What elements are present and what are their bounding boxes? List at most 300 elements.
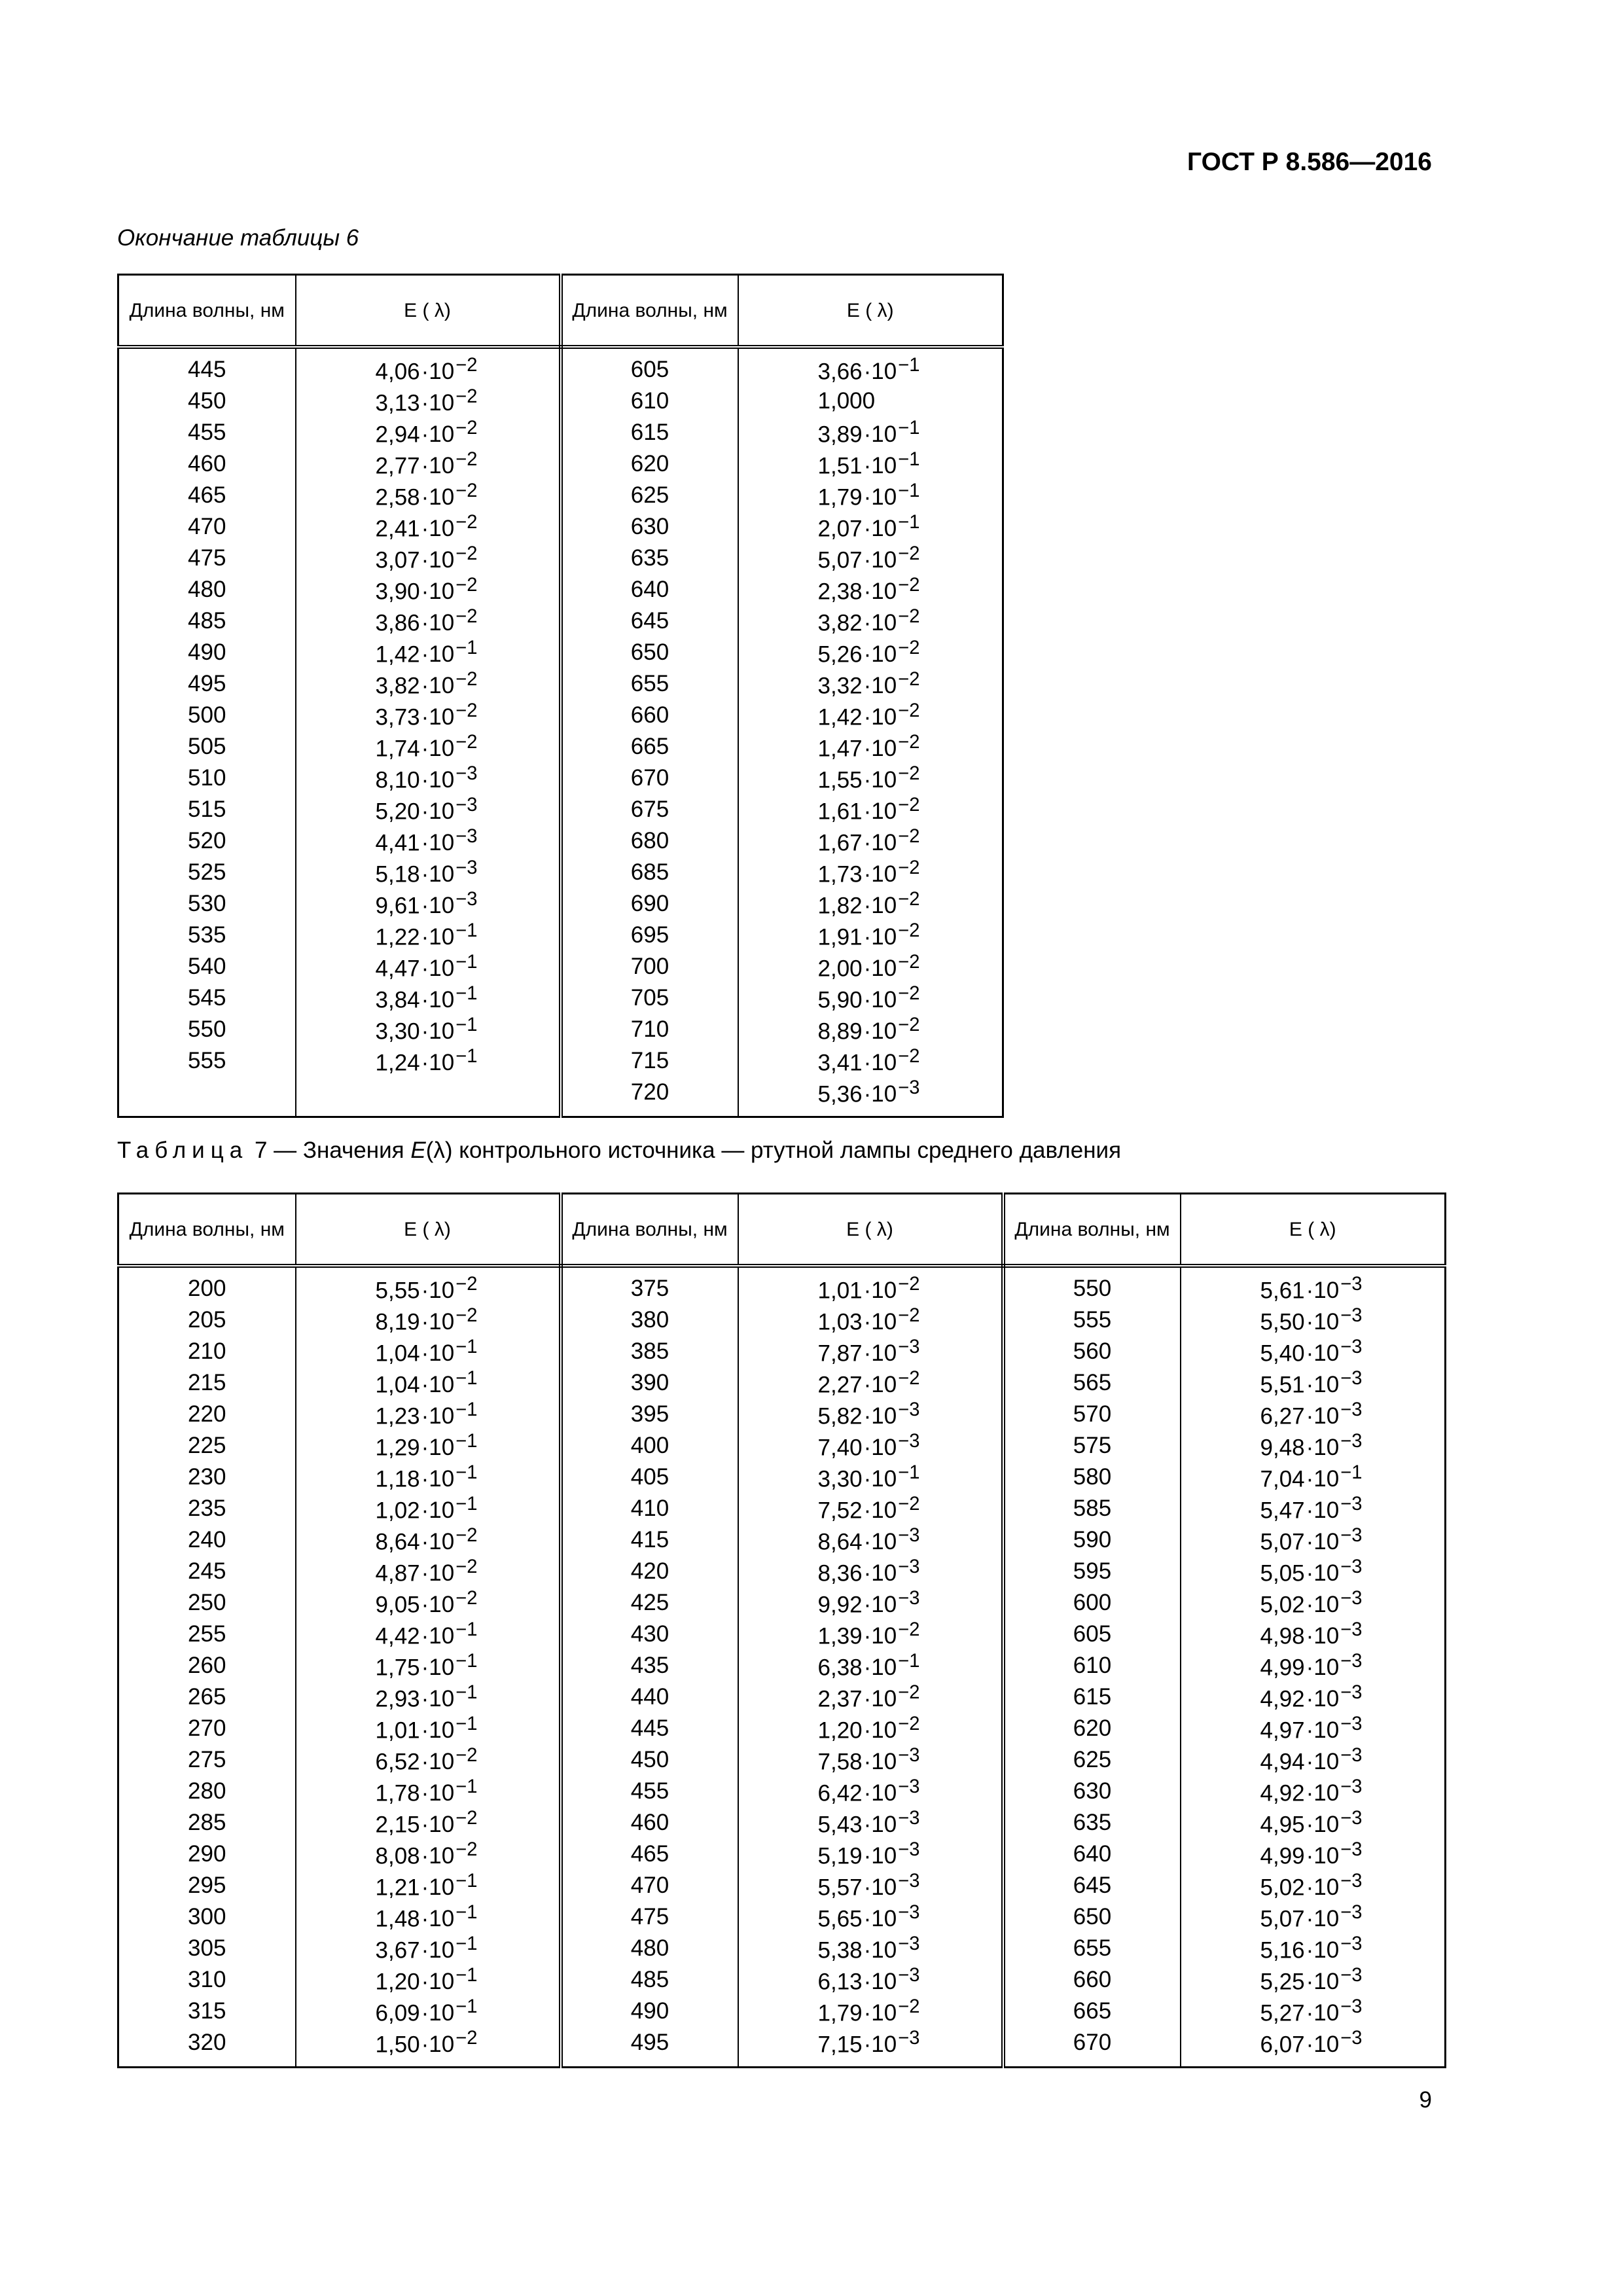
- mantissa: 1,67: [817, 830, 863, 856]
- mantissa: 8,64: [817, 1529, 863, 1555]
- e-lambda-cell: [296, 1619, 561, 1650]
- multiplier-10: ·10: [863, 2032, 897, 2058]
- wavelength-cell: 500: [118, 700, 296, 731]
- exponent: −1: [455, 1336, 478, 1357]
- multiplier-10: ·10: [421, 767, 455, 793]
- wavelength-cell: 295: [118, 1870, 296, 1901]
- exponent: −3: [455, 857, 478, 878]
- table-row: [118, 1619, 1446, 1650]
- mantissa: 3,66: [817, 359, 863, 385]
- mantissa: 4,95: [1260, 1812, 1305, 1838]
- table-row: [118, 1399, 1446, 1430]
- e-lambda-cell: [296, 1744, 561, 1776]
- mantissa: 2,58: [375, 484, 420, 511]
- wavelength-cell: 305: [118, 1933, 296, 1964]
- column-header-wavelength: Длина волны, нм: [1003, 1194, 1181, 1266]
- multiplier-10: ·10: [863, 484, 897, 511]
- multiplier-10: ·10: [421, 1309, 455, 1335]
- exponent: −3: [1340, 1807, 1363, 1829]
- multiplier-10: ·10: [863, 1812, 897, 1838]
- exponent: −2: [898, 1273, 920, 1295]
- wavelength-cell: 450: [561, 1744, 738, 1776]
- exponent: −2: [898, 857, 920, 878]
- wavelength-cell: 320: [118, 2027, 296, 2068]
- table-row: [118, 920, 1003, 951]
- exponent: −1: [455, 951, 478, 973]
- table-row: [118, 1077, 1003, 1117]
- exponent: −3: [898, 1077, 920, 1098]
- wavelength-cell: 225: [118, 1430, 296, 1462]
- e-lambda-cell: [296, 1014, 561, 1045]
- wavelength-cell: 655: [561, 668, 738, 700]
- exponent: −3: [455, 794, 478, 816]
- mantissa: 3,84: [375, 987, 420, 1013]
- wavelength-cell: 255: [118, 1619, 296, 1650]
- exponent: −2: [455, 480, 478, 501]
- wavelength-cell: 445: [118, 347, 296, 386]
- e-lambda-cell: [1181, 1493, 1446, 1524]
- mantissa: 3,86: [375, 610, 420, 636]
- wavelength-cell: 520: [118, 825, 296, 857]
- exponent: −1: [455, 1014, 478, 1035]
- multiplier-10: ·10: [863, 1435, 897, 1461]
- multiplier-10: ·10: [421, 390, 455, 416]
- e-lambda-cell: [1181, 1587, 1446, 1619]
- multiplier-10: ·10: [421, 673, 455, 699]
- table7-caption-mid: — Значения: [274, 1138, 404, 1163]
- multiplier-10: ·10: [863, 516, 897, 542]
- table-row: [118, 1430, 1446, 1462]
- multiplier-10: ·10: [863, 1592, 897, 1618]
- e-lambda-cell: [738, 1619, 1003, 1650]
- table-row: [118, 605, 1003, 637]
- e-lambda-cell: [738, 1996, 1003, 2027]
- page-number: 9: [1419, 2087, 1432, 2113]
- e-lambda-cell: [738, 1681, 1003, 1713]
- exponent: −3: [1340, 1964, 1363, 1986]
- e-lambda-cell: [296, 1077, 561, 1117]
- exponent: −2: [898, 825, 920, 847]
- exponent: −2: [455, 386, 478, 407]
- e-lambda-cell: [738, 1399, 1003, 1430]
- wavelength-cell: 205: [118, 1304, 296, 1336]
- document-code: ГОСТ Р 8.586—2016: [1187, 148, 1432, 176]
- exponent: −3: [898, 1964, 920, 1986]
- multiplier-10: ·10: [421, 1623, 455, 1649]
- mantissa: 8,36: [817, 1560, 863, 1587]
- exponent: −2: [455, 448, 478, 470]
- wavelength-cell: 380: [561, 1304, 738, 1336]
- mantissa: 5,65: [817, 1906, 863, 1932]
- wavelength-cell: 280: [118, 1776, 296, 1807]
- multiplier-10: ·10: [863, 830, 897, 856]
- wavelength-cell: 265: [118, 1681, 296, 1713]
- mantissa: 1,02: [375, 1498, 420, 1524]
- exponent: −2: [898, 1713, 920, 1734]
- exponent: −1: [455, 1367, 478, 1389]
- wavelength-cell: 625: [561, 480, 738, 511]
- mantissa: 1,73: [817, 861, 863, 888]
- table-row: [118, 888, 1003, 920]
- exponent: −1: [455, 1045, 478, 1067]
- multiplier-10: ·10: [863, 1560, 897, 1587]
- wavelength-cell: 430: [561, 1619, 738, 1650]
- e-lambda-cell: [296, 1493, 561, 1524]
- wavelength-cell: 460: [118, 448, 296, 480]
- mantissa: 5,05: [1260, 1560, 1305, 1587]
- multiplier-10: ·10: [421, 736, 455, 762]
- e-lambda-cell: [738, 762, 1003, 794]
- wavelength-cell: 490: [561, 1996, 738, 2027]
- mantissa: 1,23: [375, 1403, 420, 1429]
- e-lambda-cell: [296, 605, 561, 637]
- e-lambda-cell: [738, 417, 1003, 448]
- mantissa: 1,04: [375, 1340, 420, 1367]
- multiplier-10: ·10: [863, 861, 897, 888]
- exponent: −3: [1340, 1524, 1363, 1546]
- multiplier-10: ·10: [863, 1906, 897, 1932]
- multiplier-10: ·10: [1306, 1309, 1340, 1335]
- wavelength-cell: 640: [1003, 1839, 1181, 1870]
- exponent: −2: [898, 574, 920, 596]
- wavelength-cell: 390: [561, 1367, 738, 1399]
- multiplier-10: ·10: [863, 924, 897, 950]
- table-row: [118, 825, 1003, 857]
- e-lambda-cell: [1181, 1996, 1446, 2027]
- wavelength-cell: 455: [118, 417, 296, 448]
- wavelength-cell: 665: [1003, 1996, 1181, 2027]
- exponent: −1: [455, 1430, 478, 1452]
- multiplier-10: ·10: [421, 1874, 455, 1901]
- mantissa: 6,42: [817, 1780, 863, 1806]
- exponent: −2: [455, 1556, 478, 1577]
- mantissa: 2,94: [375, 422, 420, 448]
- mantissa: 5,25: [1260, 1969, 1305, 1995]
- wavelength-cell: 465: [118, 480, 296, 511]
- table-row: [118, 1587, 1446, 1619]
- wavelength-cell: 410: [561, 1493, 738, 1524]
- mantissa: 5,51: [1260, 1372, 1305, 1398]
- e-lambda-cell: [296, 1430, 561, 1462]
- e-lambda-cell: [1181, 1964, 1446, 1996]
- multiplier-10: ·10: [1306, 1937, 1340, 1964]
- exponent: −3: [455, 762, 478, 784]
- mantissa: 2,41: [375, 516, 420, 542]
- e-lambda-cell: [738, 1901, 1003, 1933]
- wavelength-cell: 450: [118, 386, 296, 417]
- table-row: [118, 1776, 1446, 1807]
- exponent: −2: [898, 637, 920, 658]
- mantissa: 7,15: [817, 2032, 863, 2058]
- mantissa: 6,09: [375, 2000, 420, 2026]
- wavelength-cell: 680: [561, 825, 738, 857]
- table7-caption-symbol: E: [410, 1138, 426, 1163]
- multiplier-10: ·10: [421, 1340, 455, 1367]
- e-lambda-cell: [738, 386, 1003, 417]
- e-lambda-cell: [296, 1650, 561, 1681]
- e-lambda-cell: [738, 1744, 1003, 1776]
- wavelength-cell: 660: [1003, 1964, 1181, 1996]
- wavelength-cell: 550: [1003, 1266, 1181, 1304]
- wavelength-cell: 210: [118, 1336, 296, 1367]
- multiplier-10: ·10: [1306, 2000, 1340, 2026]
- exponent: −2: [898, 1619, 920, 1640]
- table-row: [118, 1014, 1003, 1045]
- table-row: [118, 731, 1003, 762]
- exponent: −1: [455, 1996, 478, 2017]
- e-lambda-cell: [296, 417, 561, 448]
- mantissa: 5,82: [817, 1403, 863, 1429]
- multiplier-10: ·10: [421, 641, 455, 668]
- e-lambda-cell: [1181, 1870, 1446, 1901]
- wavelength-cell: 625: [1003, 1744, 1181, 1776]
- exponent: −3: [1340, 1776, 1363, 1797]
- e-lambda-cell: [738, 1336, 1003, 1367]
- wavelength-cell: 605: [1003, 1619, 1181, 1650]
- mantissa: 5,02: [1260, 1874, 1305, 1901]
- mantissa: 7,58: [817, 1749, 863, 1775]
- exponent: −1: [455, 920, 478, 941]
- table7-caption-lambda: (λ): [425, 1138, 453, 1163]
- e-lambda-cell: [738, 1870, 1003, 1901]
- wavelength-cell: 640: [561, 574, 738, 605]
- exponent: −2: [455, 1587, 478, 1609]
- wavelength-cell: 515: [118, 794, 296, 825]
- mantissa: 1,51: [817, 453, 863, 479]
- table-row: [118, 1304, 1446, 1336]
- wavelength-cell: 460: [561, 1807, 738, 1839]
- mantissa: 8,64: [375, 1529, 420, 1555]
- mantissa: 1,39: [817, 1623, 863, 1649]
- mantissa: 1,61: [817, 798, 863, 825]
- wavelength-cell: 495: [561, 2027, 738, 2068]
- multiplier-10: ·10: [863, 956, 897, 982]
- table-row: [118, 417, 1003, 448]
- mantissa: 5,07: [1260, 1906, 1305, 1932]
- table-row: [118, 1933, 1446, 1964]
- e-lambda-cell: [738, 1807, 1003, 1839]
- mantissa: 2,27: [817, 1372, 863, 1398]
- multiplier-10: ·10: [421, 516, 455, 542]
- multiplier-10: ·10: [421, 924, 455, 950]
- mantissa: 1,22: [375, 924, 420, 950]
- multiplier-10: ·10: [421, 1717, 455, 1744]
- wavelength-cell: 395: [561, 1399, 738, 1430]
- mantissa: 5,18: [375, 861, 420, 888]
- e-lambda-cell: [1181, 1304, 1446, 1336]
- e-lambda-cell: [1181, 1776, 1446, 1807]
- wavelength-cell: 375: [561, 1266, 738, 1304]
- e-lambda-cell: [738, 668, 1003, 700]
- wavelength-cell: 630: [561, 511, 738, 543]
- table-row: [118, 1045, 1003, 1077]
- e-lambda-cell: [296, 386, 561, 417]
- mantissa: 1,47: [817, 736, 863, 762]
- wavelength-cell: 650: [561, 637, 738, 668]
- exponent: −3: [1340, 1681, 1363, 1703]
- wavelength-cell: 670: [561, 762, 738, 794]
- table-row: [118, 982, 1003, 1014]
- table-row: [118, 1744, 1446, 1776]
- mantissa: 9,61: [375, 893, 420, 919]
- mantissa: 1,21: [375, 1874, 420, 1901]
- e-lambda-cell: [296, 1870, 561, 1901]
- e-lambda-cell: [738, 700, 1003, 731]
- exponent: −2: [455, 1304, 478, 1326]
- table-row: [118, 794, 1003, 825]
- e-lambda-cell: [1181, 1744, 1446, 1776]
- wavelength-cell: 465: [561, 1839, 738, 1870]
- table-row: [118, 1839, 1446, 1870]
- table-row: [118, 1650, 1446, 1681]
- wavelength-cell: 230: [118, 1462, 296, 1493]
- exponent: −1: [898, 1650, 920, 1672]
- mantissa: 2,93: [375, 1686, 420, 1712]
- multiplier-10: ·10: [421, 1686, 455, 1712]
- multiplier-10: ·10: [421, 1018, 455, 1045]
- wavelength-cell: 310: [118, 1964, 296, 1996]
- exponent: −3: [1340, 1996, 1363, 2017]
- e-lambda-cell: [738, 347, 1003, 386]
- exponent: −3: [898, 1336, 920, 1357]
- multiplier-10: ·10: [1306, 1498, 1340, 1524]
- e-lambda-cell: [296, 1933, 561, 1964]
- wavelength-cell: 540: [118, 951, 296, 982]
- multiplier-10: ·10: [421, 484, 455, 511]
- wavelength-cell: 615: [1003, 1681, 1181, 1713]
- multiplier-10: ·10: [863, 1498, 897, 1524]
- e-lambda-cell: [738, 1964, 1003, 1996]
- wavelength-cell: 285: [118, 1807, 296, 1839]
- wavelength-cell: 610: [1003, 1650, 1181, 1681]
- e-lambda-cell: [1181, 1839, 1446, 1870]
- e-lambda-cell: [1181, 1367, 1446, 1399]
- mantissa: 1,82: [817, 893, 863, 919]
- e-lambda-cell: [296, 1266, 561, 1304]
- column-header-wavelength: Длина волны, нм: [561, 275, 738, 348]
- wavelength-cell: 700: [561, 951, 738, 982]
- exponent: −3: [898, 1430, 920, 1452]
- mantissa: 4,42: [375, 1623, 420, 1649]
- multiplier-10: ·10: [421, 861, 455, 888]
- exponent: −3: [1340, 1650, 1363, 1672]
- mantissa: 6,07: [1260, 2032, 1305, 2058]
- multiplier-10: ·10: [421, 1906, 455, 1932]
- wavelength-cell: 505: [118, 731, 296, 762]
- mantissa: 2,37: [817, 1686, 863, 1712]
- wavelength-cell: 710: [561, 1014, 738, 1045]
- e-lambda-cell: [296, 762, 561, 794]
- wavelength-cell: 575: [1003, 1430, 1181, 1462]
- wavelength-cell: 665: [561, 731, 738, 762]
- multiplier-10: ·10: [1306, 1780, 1340, 1806]
- multiplier-10: ·10: [421, 1812, 455, 1838]
- wavelength-cell: 670: [1003, 2027, 1181, 2068]
- mantissa: 5,47: [1260, 1498, 1305, 1524]
- mantissa: 7,87: [817, 1340, 863, 1367]
- e-lambda-cell: [738, 794, 1003, 825]
- e-lambda-cell: [738, 1839, 1003, 1870]
- exponent: −1: [455, 1870, 478, 1892]
- e-lambda-cell: [296, 700, 561, 731]
- e-lambda-cell: [296, 951, 561, 982]
- e-lambda-cell: [296, 1901, 561, 1933]
- mantissa: 9,05: [375, 1592, 420, 1618]
- mantissa: 4,92: [1260, 1780, 1305, 1806]
- multiplier-10: ·10: [863, 1749, 897, 1775]
- mantissa: 6,38: [817, 1655, 863, 1681]
- wavelength-cell: 675: [561, 794, 738, 825]
- multiplier-10: ·10: [421, 2032, 455, 2058]
- wavelength-cell: 475: [118, 543, 296, 574]
- multiplier-10: ·10: [421, 1969, 455, 1995]
- table-row: [118, 1964, 1446, 1996]
- multiplier-10: ·10: [1306, 1435, 1340, 1461]
- exponent: −2: [455, 1807, 478, 1829]
- wavelength-cell: 510: [118, 762, 296, 794]
- mantissa: 3,30: [817, 1466, 863, 1492]
- table-row: [118, 574, 1003, 605]
- exponent: −3: [455, 825, 478, 847]
- multiplier-10: ·10: [421, 579, 455, 605]
- multiplier-10: ·10: [421, 359, 455, 385]
- mantissa: 4,87: [375, 1560, 420, 1587]
- wavelength-cell: 445: [561, 1713, 738, 1744]
- wavelength-cell: 565: [1003, 1367, 1181, 1399]
- e-lambda-cell: [296, 1776, 561, 1807]
- exponent: −2: [898, 1045, 920, 1067]
- e-lambda-cell: [738, 920, 1003, 951]
- e-lambda-cell: [738, 1493, 1003, 1524]
- wavelength-cell: [118, 1077, 296, 1117]
- mantissa: 5,07: [1260, 1529, 1305, 1555]
- multiplier-10: ·10: [863, 1372, 897, 1398]
- exponent: −3: [898, 1776, 920, 1797]
- mantissa: 4,99: [1260, 1843, 1305, 1869]
- multiplier-10: ·10: [863, 359, 897, 385]
- exponent: −1: [455, 637, 478, 658]
- multiplier-10: ·10: [421, 1937, 455, 1964]
- column-header-wavelength: Длина волны, нм: [118, 1194, 296, 1266]
- e-lambda-cell: [296, 1462, 561, 1493]
- wavelength-cell: 620: [1003, 1713, 1181, 1744]
- exponent: −3: [1340, 1556, 1363, 1577]
- e-lambda-cell: [296, 794, 561, 825]
- exponent: −3: [1340, 1744, 1363, 1766]
- mantissa: 3,82: [375, 673, 420, 699]
- table-row: [118, 762, 1003, 794]
- multiplier-10: ·10: [421, 1435, 455, 1461]
- multiplier-10: ·10: [1306, 1529, 1340, 1555]
- mantissa: 1,42: [375, 641, 420, 668]
- e-lambda-cell: [738, 480, 1003, 511]
- exponent: −1: [1340, 1462, 1363, 1483]
- mantissa: 4,97: [1260, 1717, 1305, 1744]
- e-lambda-cell: [738, 448, 1003, 480]
- wavelength-cell: 555: [1003, 1304, 1181, 1336]
- mantissa: 1,91: [817, 924, 863, 950]
- mantissa: 5,02: [1260, 1592, 1305, 1618]
- e-lambda-cell: [296, 1996, 561, 2027]
- mantissa: 8,19: [375, 1309, 420, 1335]
- multiplier-10: ·10: [421, 1372, 455, 1398]
- multiplier-10: ·10: [1306, 1592, 1340, 1618]
- wavelength-cell: 250: [118, 1587, 296, 1619]
- e-lambda-cell: [1181, 1807, 1446, 1839]
- e-lambda-cell: [738, 543, 1003, 574]
- multiplier-10: ·10: [421, 987, 455, 1013]
- e-lambda-cell: [738, 857, 1003, 888]
